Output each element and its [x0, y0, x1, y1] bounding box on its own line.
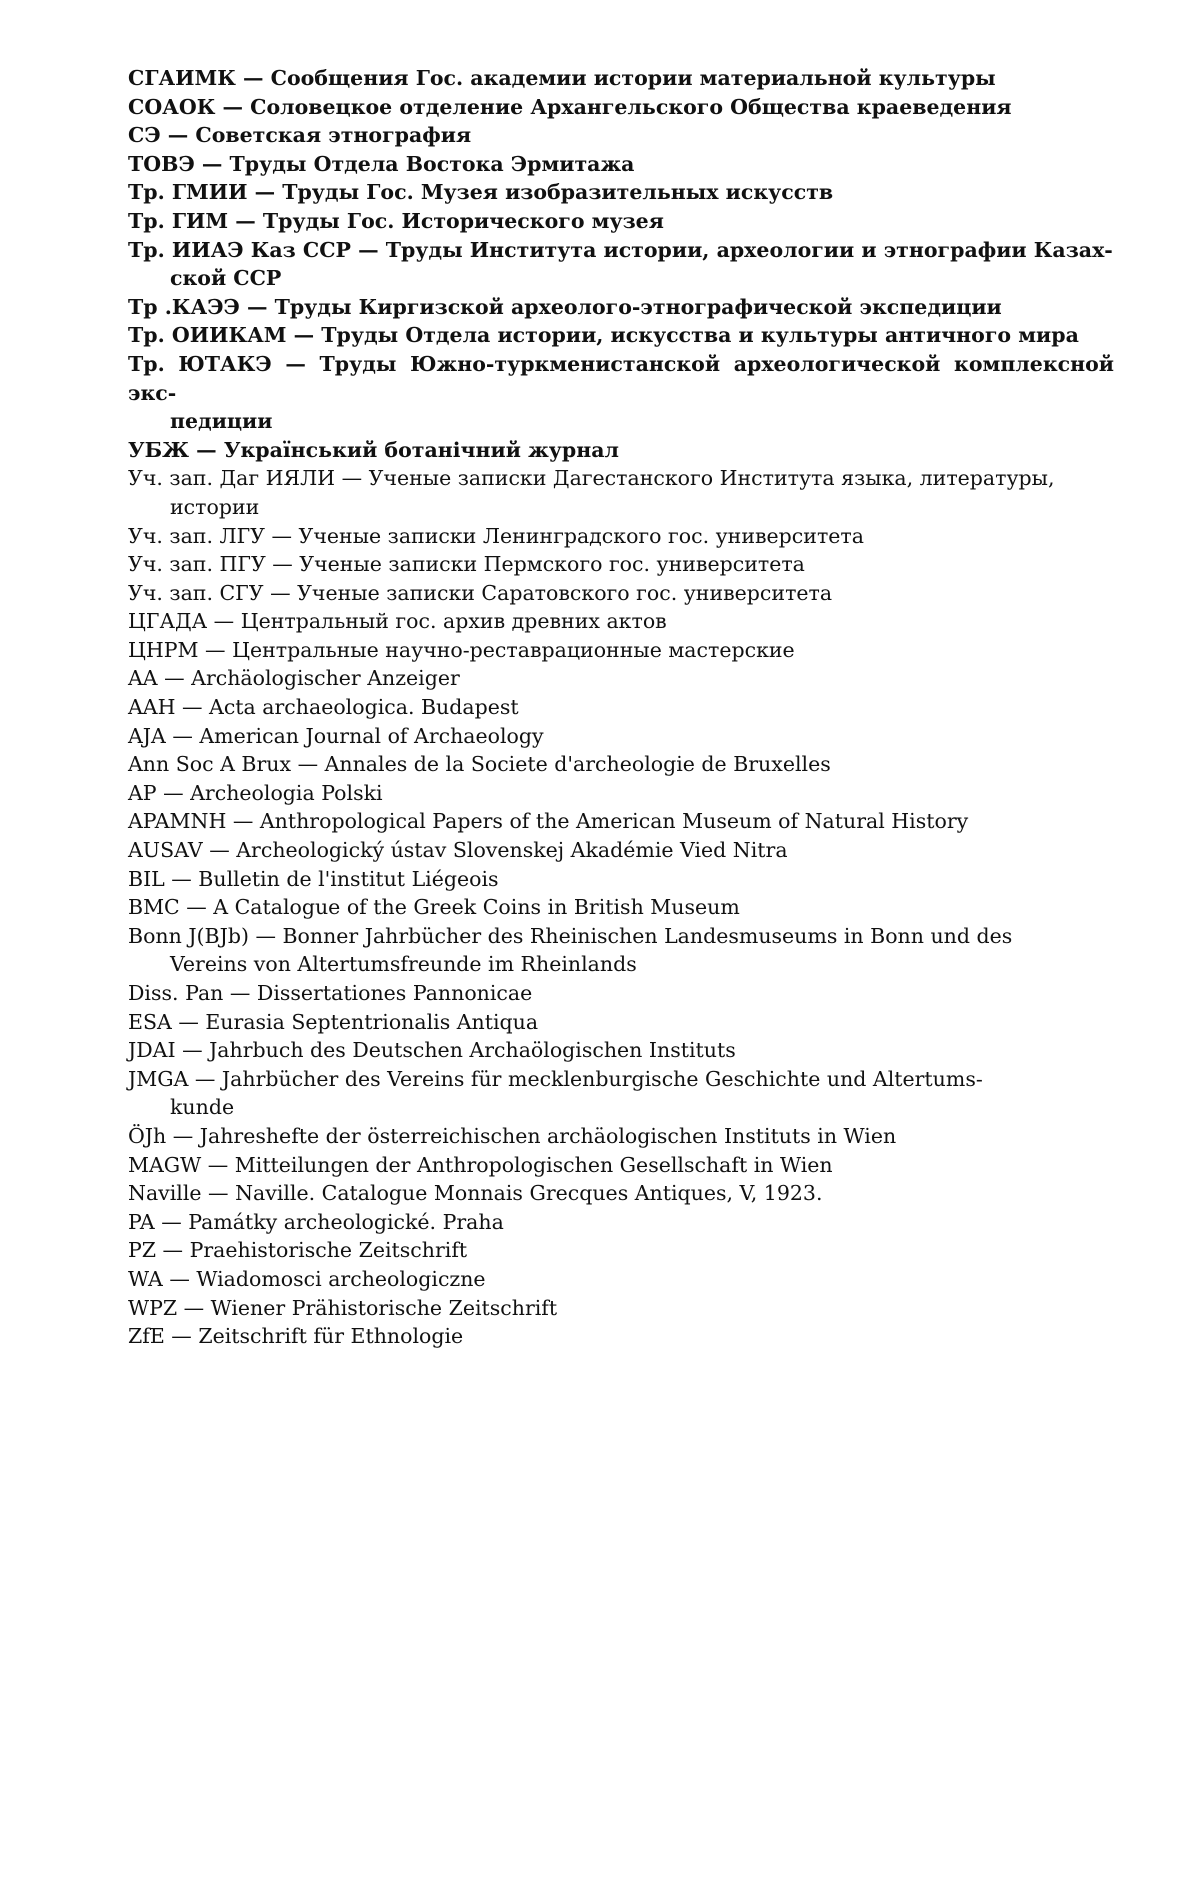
abbreviation-text: Уч. зап. СГУ — Ученые записки Саратовского гос. университета	[128, 580, 833, 605]
abbreviation-text: AJA — American Journal of Archaeology	[128, 723, 544, 748]
abbreviation-entry	[128, 722, 1114, 751]
abbreviation-text: ESA — Eurasia Septentrionalis Antiqua	[128, 1009, 539, 1034]
abbreviation-entry	[128, 636, 1114, 665]
abbreviation-entry	[128, 1179, 1114, 1208]
abbreviation-entry	[128, 1294, 1114, 1323]
abbreviation-text: PA — Památky archeologické. Praha	[128, 1209, 504, 1234]
abbreviation-text: Тр. ГИМ — Труды Гос. Исторического музея	[128, 208, 664, 233]
abbreviation-text: AUSAV — Archeologický ústav Slovenskej Akadémie Vied Nitra	[128, 838, 788, 863]
abbreviation-text: СГАИМК — Сообщения Гос. академии истории материальной культуры	[128, 66, 996, 90]
abbreviation-text: PZ — Praehistorische Zeitschrift	[128, 1238, 468, 1263]
abbreviation-entry	[128, 607, 1114, 636]
abbreviation-entry	[128, 750, 1114, 779]
abbreviation-text: УБЖ — Український ботанічний журнал	[128, 437, 619, 462]
abbreviation-text: Тр. ГМИИ — Труды Гос. Музея изобразительных искусств	[128, 180, 834, 205]
abbreviation-text: JDAI — Jahrbuch des Deutschen Archaölogischen Instituts	[128, 1038, 736, 1063]
abbreviation-entry	[128, 121, 1114, 150]
abbreviation-text: WPZ — Wiener Prähistorische Zeitschrift	[128, 1295, 558, 1320]
abbreviation-entry	[128, 1265, 1114, 1294]
abbreviation-entry	[128, 293, 1114, 322]
abbreviation-entry	[128, 321, 1114, 350]
abbreviation-text: Уч. зап. ЛГУ — Ученые записки Ленинградского гос. университета	[128, 523, 864, 548]
abbreviation-text: AAH — Acta archaeologica. Budapest	[128, 695, 519, 720]
abbreviation-entry	[128, 1065, 1114, 1122]
abbreviation-text: СЭ — Советская этнография	[128, 123, 472, 148]
abbreviation-entry	[128, 464, 1114, 521]
abbreviation-text: ТОВЭ — Труды Отдела Востока Эрмитажа	[128, 151, 635, 176]
abbreviation-text: Ann Soc A Brux — Annales de la Societe d'archeologie de Bruxelles	[128, 752, 831, 777]
abbreviation-entry	[128, 350, 1114, 436]
abbreviation-entry	[128, 664, 1114, 693]
abbreviation-entry	[128, 236, 1114, 293]
abbreviation-entry	[128, 807, 1114, 836]
abbreviation-continuation: истории	[170, 494, 260, 519]
abbreviation-entry	[128, 1208, 1114, 1237]
abbreviation-text: AP — Archeologia Polski	[128, 780, 383, 805]
abbreviation-text: BIL — Bulletin de l'institut Liégeois	[128, 866, 499, 891]
abbreviation-entry	[128, 979, 1114, 1008]
abbreviation-entry	[128, 436, 1114, 465]
abbreviation-entry	[128, 836, 1114, 865]
abbreviation-continuation: педиции	[170, 409, 273, 434]
abbreviation-entry	[128, 1236, 1114, 1265]
abbreviation-entry	[128, 779, 1114, 808]
abbreviation-list	[128, 64, 1114, 1351]
abbreviation-continuation: Vereins von Altertumsfreunde im Rheinlands	[170, 952, 637, 977]
abbreviation-text: AA — Archäologischer Anzeiger	[128, 666, 460, 691]
abbreviation-entry	[128, 150, 1114, 179]
abbreviation-text: Тр. ИИАЭ Каз ССР — Труды Института истории, археологии и этнографии Казах-	[128, 237, 1113, 262]
abbreviation-continuation: ской ССР	[170, 266, 282, 291]
abbreviation-text: JMGA — Jahrbücher des Vereins für mecklenburgische Geschichte und Altertums-	[128, 1066, 983, 1091]
abbreviation-entry	[128, 64, 1114, 93]
abbreviation-text: Тр .КАЭЭ — Труды Киргизской археолого-этнографической экспедиции	[128, 294, 1002, 319]
abbreviation-text: Уч. зап. ПГУ — Ученые записки Пермского гос. университета	[128, 552, 805, 577]
abbreviation-text: СОАОК — Соловецкое отделение Архангельского Общества краеведения	[128, 94, 1012, 119]
abbreviation-entry	[128, 922, 1114, 979]
abbreviation-entry	[128, 550, 1114, 579]
abbreviation-text: BMC — A Catalogue of the Greek Coins in British Museum	[128, 895, 740, 920]
abbreviation-entry	[128, 93, 1114, 122]
abbreviation-entry	[128, 1036, 1114, 1065]
abbreviation-entry	[128, 893, 1114, 922]
abbreviation-text: APAMNH — Anthropological Papers of the American Museum of Natural History	[128, 809, 969, 834]
abbreviation-entry	[128, 178, 1114, 207]
abbreviation-entry	[128, 1008, 1114, 1037]
abbreviation-text: WA — Wiadomosci archeologiczne	[128, 1266, 486, 1291]
abbreviation-text: ЦНРМ — Центральные научно-реставрационные мастерские	[128, 637, 795, 662]
abbreviation-text: Тр. ЮТАКЭ — Труды Южно-туркменистанской археологической комплексной экс-	[128, 351, 1114, 405]
abbreviation-text: Diss. Pan — Dissertationes Pannonicae	[128, 981, 533, 1005]
abbreviation-continuation: kunde	[170, 1095, 235, 1120]
abbreviation-text: MAGW — Mitteilungen der Anthropologischen Gesellschaft in Wien	[128, 1152, 833, 1177]
abbreviation-text: ЦГАДА — Центральный гос. архив древних актов	[128, 609, 667, 634]
abbreviation-entry	[128, 1151, 1114, 1180]
abbreviation-text: Bonn J(BJb) — Bonner Jahrbücher des Rheinischen Landesmuseums in Bonn und des	[128, 923, 1013, 948]
abbreviation-entry	[128, 207, 1114, 236]
abbreviation-text: ÖJh — Jahreshefte der österreichischen archäologischen Instituts in Wien	[128, 1123, 897, 1148]
abbreviation-text: Naville — Naville. Catalogue Monnais Grecques Antiques, V, 1923.	[128, 1181, 823, 1206]
abbreviation-entry	[128, 579, 1114, 608]
abbreviation-text: Тр. ОИИКАМ — Труды Отдела истории, искусства и культуры античного мира	[128, 323, 1079, 348]
abbreviation-entry	[128, 693, 1114, 722]
abbreviation-text: ZfE — Zeitschrift für Ethnologie	[128, 1324, 464, 1349]
abbreviation-text: Уч. зап. Даг ИЯЛИ — Ученые записки Дагестанского Института языка, литературы,	[128, 466, 1055, 491]
abbreviation-entry	[128, 865, 1114, 894]
abbreviation-entry	[128, 522, 1114, 551]
abbreviation-entry	[128, 1122, 1114, 1151]
abbreviation-entry	[128, 1322, 1114, 1351]
